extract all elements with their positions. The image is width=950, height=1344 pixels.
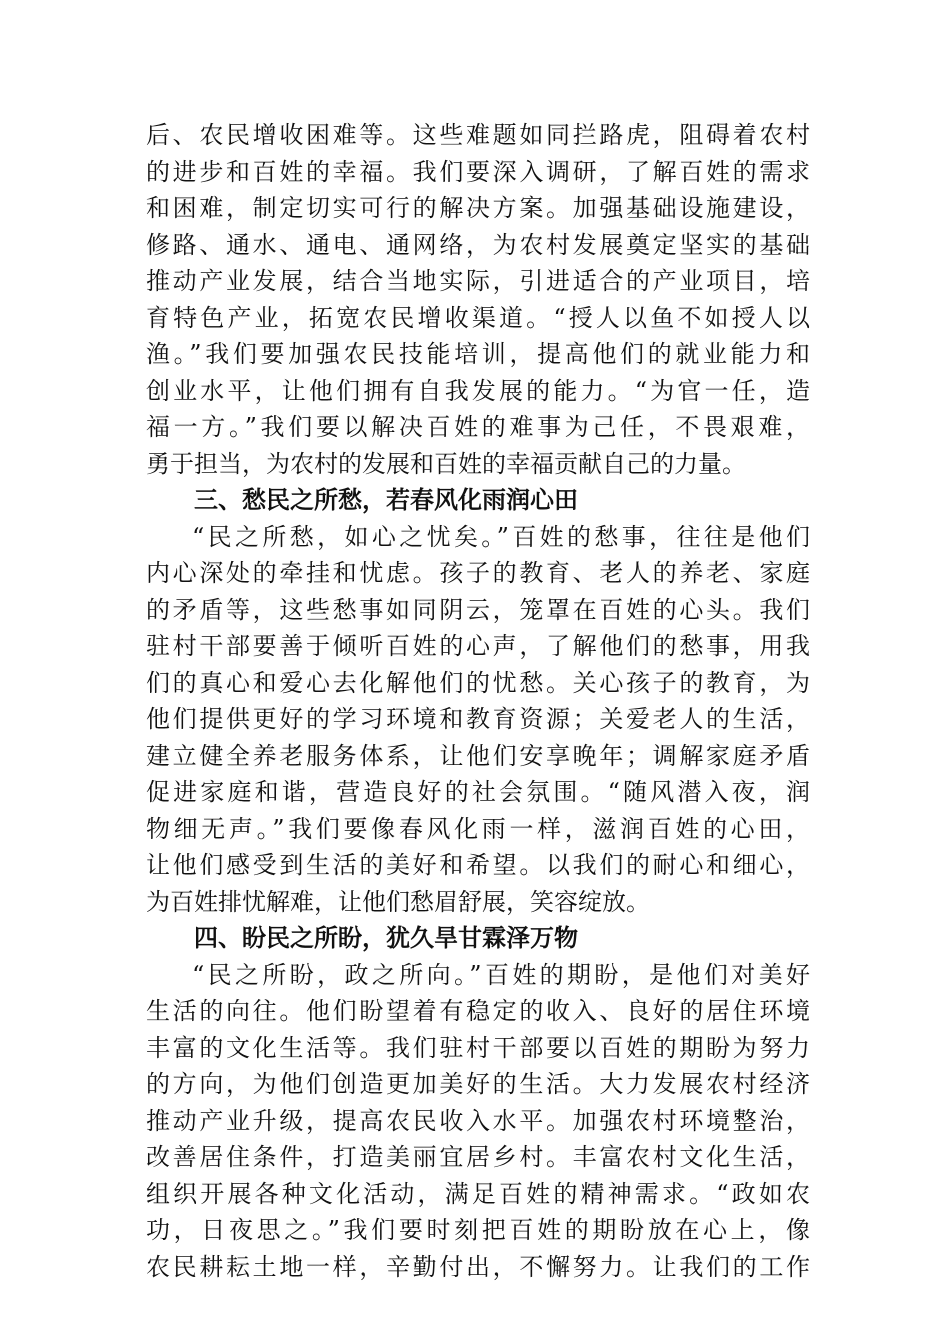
paragraph-2 xyxy=(146,519,810,921)
text-line: 改善居住条件，打造美丽宜居乡村。丰富农村文化生活， xyxy=(146,1143,810,1171)
text-line: 的矛盾等，这些愁事如同阴云，笼罩在百姓的心头。我们 xyxy=(146,595,810,624)
text-line: 的进步和百姓的幸福。我们要深入调研，了解百姓的需求 xyxy=(146,157,810,186)
text-line: 农民耕耘土地一样，辛勤付出，不懈努力。让我们的工作 xyxy=(146,1252,810,1281)
text-line: “民之所盼，政之所向。”百姓的期盼，是他们对美好 xyxy=(192,960,810,989)
text-line: 物细无声。”我们要像春风化雨一样，滋润百姓的心田， xyxy=(146,814,810,843)
text-line: 内心深处的牵挂和忧虑。孩子的教育、老人的养老、家庭 xyxy=(146,559,810,587)
text-line: 的方向，为他们创造更加美好的生活。大力发展农村经济 xyxy=(146,1070,810,1098)
text-line: 促进家庭和谐，营造良好的社会氛围。“随风潜入夜，润 xyxy=(146,778,810,806)
paragraph-3 xyxy=(146,957,810,1286)
section-heading-4: 四、盼民之所盼，犹久旱甘霖泽万物 xyxy=(194,924,578,952)
text-line: 推动产业发展，结合当地实际，引进适合的产业项目，培 xyxy=(146,267,810,295)
text-line: 育特色产业，拓宽农民增收渠道。“授人以鱼不如授人以 xyxy=(146,303,810,332)
document-body xyxy=(146,117,810,1285)
text-line: 驻村干部要善于倾听百姓的心声，了解他们的愁事，用我 xyxy=(146,632,810,660)
text-line: “民之所愁，如心之忧矣。”百姓的愁事，往往是他们 xyxy=(192,522,810,551)
text-line: 修路、通水、通电、通网络，为农村发展奠定坚实的基础 xyxy=(146,230,810,259)
paragraph-1 xyxy=(146,117,810,482)
text-line: 们的真心和爱心去化解他们的忧愁。关心孩子的教育，为 xyxy=(146,668,810,697)
text-line: 后、农民增收困难等。这些难题如同拦路虎，阻碍着农村 xyxy=(146,121,810,149)
text-line: 勇于担当，为农村的发展和百姓的幸福贡献自己的力量。 xyxy=(146,449,746,478)
text-line: 生活的向往。他们盼望着有稳定的收入、良好的居住环境 xyxy=(146,997,810,1025)
text-line: 福一方。”我们要以解决百姓的难事为己任，不畏艰难， xyxy=(146,413,810,441)
text-line: 组织开展各种文化活动，满足百姓的精神需求。“政如农 xyxy=(146,1179,810,1208)
text-line: 丰富的文化生活等。我们驻村干部要以百姓的期盼为努力 xyxy=(146,1033,810,1062)
text-line: 功，日夜思之。”我们要时刻把百姓的期盼放在心上，像 xyxy=(146,1216,810,1244)
text-line: 让他们感受到生活的美好和希望。以我们的耐心和细心， xyxy=(146,851,810,879)
text-line: 和困难，制定切实可行的解决方案。加强基础设施建设， xyxy=(146,194,810,222)
text-line: 推动产业升级，提高农民收入水平。加强农村环境整治， xyxy=(146,1106,810,1135)
text-line: 他们提供更好的学习环境和教育资源；关爱老人的生活， xyxy=(146,705,810,733)
section-heading-3: 三、愁民之所愁，若春风化雨润心田 xyxy=(194,486,578,514)
text-line: 为百姓排忧解难，让他们愁眉舒展，笑容绽放。 xyxy=(146,887,650,916)
text-line: 渔。”我们要加强农民技能培训，提高他们的就业能力和 xyxy=(146,340,810,368)
text-line: 创业水平，让他们拥有自我发展的能力。“为官一任，造 xyxy=(146,376,810,405)
text-line: 建立健全养老服务体系，让他们安享晚年；调解家庭矛盾 xyxy=(146,741,810,770)
